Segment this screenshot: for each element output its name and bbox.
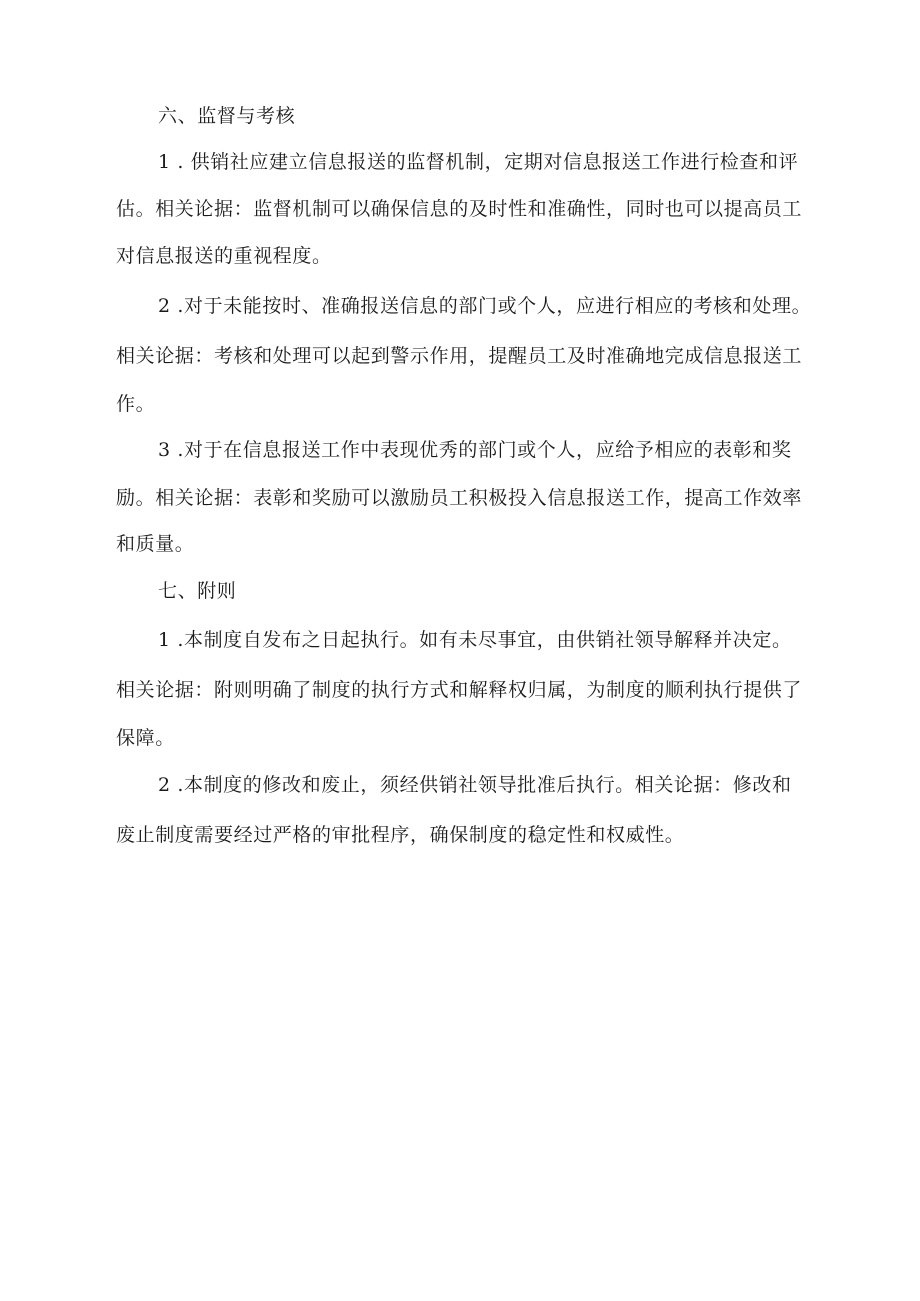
- section-7-item-1-line-1: 1 .本制度自发布之日起执行。如有未尽事宜，由供销社领导解释并决定。: [158, 629, 792, 651]
- section-6-item-2-line-3: 作。: [116, 393, 156, 415]
- section-6-item-2-line-1: 2 .对于未能按时、准确报送信息的部门或个人，应进行相应的考核和处理。: [158, 295, 812, 317]
- section-7-item-2-line-1: 2 .本制度的修改和废止，须经供销社领导批准后执行。相关论据：修改和: [158, 774, 792, 796]
- section-6-item-3-line-3: 和质量。: [116, 533, 195, 555]
- section-6-item-1-line-2: 估。相关论据：监督机制可以确保信息的及时性和准确性，同时也可以提高员工: [116, 198, 803, 220]
- section-7-item-1-line-2: 相关论据：附则明确了制度的执行方式和解释权归属，为制度的顺利执行提供了: [116, 679, 803, 701]
- section-7-heading: 七、附则: [158, 580, 237, 602]
- section-6-item-2-line-2: 相关论据：考核和处理可以起到警示作用，提醒员工及时准确地完成信息报送工: [116, 345, 803, 367]
- section-6-item-3-line-2: 励。相关论据：表彰和奖励可以激励员工积极投入信息报送工作，提高工作效率: [116, 487, 803, 509]
- section-6-item-3-line-1: 3 .对于在信息报送工作中表现优秀的部门或个人，应给予相应的表彰和奖: [158, 439, 792, 461]
- section-6-item-1-line-3: 对信息报送的重视程度。: [116, 245, 332, 267]
- section-7-item-2-line-2: 废止制度需要经过严格的审批程序，确保制度的稳定性和权威性。: [116, 824, 685, 846]
- section-6-item-1-line-1: 1 . 供销社应建立信息报送的监督机制，定期对信息报送工作进行检查和评: [158, 151, 799, 173]
- section-7-item-1-line-3: 保障。: [116, 727, 175, 749]
- section-6-heading: 六、监督与考核: [158, 105, 296, 127]
